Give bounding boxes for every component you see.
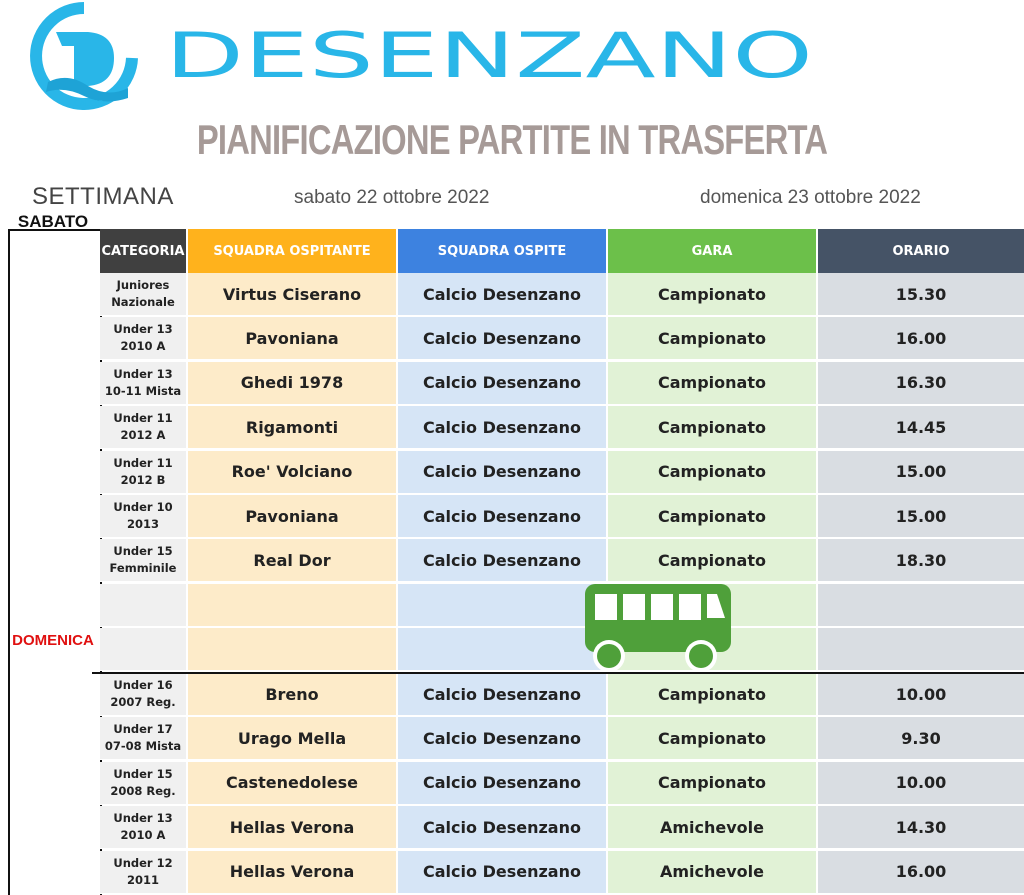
away-team-cell: Calcio Desenzano (398, 762, 606, 805)
table-row (100, 273, 1024, 317)
category-line-2: Nazionale (111, 295, 175, 309)
time-cell (818, 584, 1024, 627)
match-type-cell: Campionato (608, 673, 816, 716)
table-row (100, 584, 1024, 628)
category-cell (100, 673, 186, 716)
header-categoria: CATEGORIA (100, 229, 186, 273)
category-line-1: Under 10 (113, 500, 173, 514)
club-logo (28, 2, 140, 110)
home-team-cell: Hellas Verona (188, 806, 396, 849)
category-line-1: Under 13 (113, 811, 173, 826)
time-cell: 16.00 (818, 851, 1024, 894)
time-cell: 15.30 (818, 273, 1024, 316)
match-type-cell: Campionato (608, 539, 816, 582)
match-type-cell: Campionato (608, 717, 816, 760)
table-row (100, 717, 1024, 761)
table-row (100, 539, 1024, 583)
day-column-saturday (8, 229, 102, 675)
match-type-cell: Campionato (608, 762, 816, 805)
category-line-1: Under 11 (113, 455, 173, 470)
header-orario: ORARIO (818, 229, 1024, 273)
header-squadra-ospitante: SQUADRA OSPITANTE (188, 229, 396, 273)
home-team-cell: Castenedolese (188, 762, 396, 805)
category-line-1: Under 12 (113, 855, 173, 870)
category-line-1: Under 16 (113, 678, 173, 692)
table-row (100, 762, 1024, 806)
home-team-cell: Ghedi 1978 (188, 362, 396, 405)
category-cell (100, 362, 186, 405)
away-team-cell: Calcio Desenzano (398, 273, 606, 316)
category-line-1: Under 15 (113, 544, 173, 559)
category-line-1: Under 11 (113, 411, 173, 426)
category-cell (100, 495, 186, 538)
home-team-cell: Hellas Verona (188, 851, 396, 894)
category-line-2: 2010 A (120, 828, 166, 843)
match-type-cell: Amichevole (608, 851, 816, 894)
page-title: PIANIFICAZIONE PARTITE IN TRASFERTA (196, 116, 828, 163)
away-team-cell: Calcio Desenzano (398, 317, 606, 360)
match-type-cell: Amichevole (608, 806, 816, 849)
away-team-cell: Calcio Desenzano (398, 495, 606, 538)
week-label: SETTIMANA (32, 183, 174, 210)
away-team-cell: Calcio Desenzano (398, 451, 606, 494)
day-label-sunday: DOMENICA (12, 632, 94, 649)
category-line-2: 2012 A (120, 428, 166, 443)
time-cell: 10.00 (818, 673, 1024, 716)
category-cell (100, 584, 186, 627)
category-cell (100, 406, 186, 449)
logo-caption: CALCIO (74, 99, 104, 108)
table-row (100, 451, 1024, 495)
home-team-cell (188, 584, 396, 627)
away-team-cell (398, 628, 606, 671)
away-team-cell: Calcio Desenzano (398, 806, 606, 849)
match-type-cell: Campionato (608, 495, 816, 538)
header-squadra-ospite: SQUADRA OSPITE (398, 229, 606, 273)
svg-text:DESENZANO: DESENZANO (165, 30, 813, 82)
category-cell (100, 539, 186, 582)
category-line-2: 2012 B (120, 472, 166, 487)
home-team-cell: Pavoniana (188, 495, 396, 538)
away-team-cell: Calcio Desenzano (398, 851, 606, 894)
category-cell (100, 806, 186, 849)
time-cell: 16.30 (818, 362, 1024, 405)
home-team-cell: Breno (188, 673, 396, 716)
table-row (100, 806, 1024, 850)
away-team-cell: Calcio Desenzano (398, 362, 606, 405)
brand-title (165, 30, 815, 82)
away-team-cell: Calcio Desenzano (398, 539, 606, 582)
date-sunday: domenica 23 ottobre 2022 (700, 187, 921, 208)
time-cell: 15.00 (818, 451, 1024, 494)
time-cell: 14.30 (818, 806, 1024, 849)
category-line-2: 2011 (126, 872, 159, 887)
header-gara: GARA (608, 229, 816, 273)
category-line-2: 2007 Reg. (110, 695, 176, 709)
day-separator (92, 672, 1024, 674)
category-cell (100, 762, 186, 805)
time-cell: 14.45 (818, 406, 1024, 449)
date-saturday: sabato 22 ottobre 2022 (294, 187, 490, 208)
match-type-cell: Campionato (608, 406, 816, 449)
time-cell: 15.00 (818, 495, 1024, 538)
home-team-cell: Roe' Volciano (188, 451, 396, 494)
table-row (100, 406, 1024, 450)
home-team-cell: Real Dor (188, 539, 396, 582)
category-line-1: Under 15 (113, 766, 173, 781)
category-line-2: Femminile (109, 561, 177, 576)
table-row (100, 673, 1024, 717)
away-team-cell (398, 584, 606, 627)
time-cell: 18.30 (818, 539, 1024, 582)
category-cell (100, 628, 186, 671)
category-line-1: Juniores (116, 278, 170, 292)
bus-icon (583, 582, 735, 674)
category-line-1: Under 13 (113, 366, 173, 381)
category-line-2: 2013 (126, 517, 159, 531)
category-cell (100, 451, 186, 494)
match-type-cell: Campionato (608, 273, 816, 316)
time-cell (818, 628, 1024, 671)
day-label-saturday: SABATO (17, 212, 89, 231)
category-line-2: 2008 Reg. (110, 783, 176, 798)
home-team-cell: Urago Mella (188, 717, 396, 760)
category-line-1: Under 17 (113, 722, 173, 737)
away-team-cell: Calcio Desenzano (398, 406, 606, 449)
table-row (100, 495, 1024, 539)
home-team-cell: Rigamonti (188, 406, 396, 449)
match-type-cell: Campionato (608, 362, 816, 405)
time-cell: 9.30 (818, 717, 1024, 760)
home-team-cell: Virtus Ciserano (188, 273, 396, 316)
table-row (100, 317, 1024, 361)
home-team-cell (188, 628, 396, 671)
table-row (100, 851, 1024, 895)
schedule-table (8, 229, 1024, 895)
time-cell: 10.00 (818, 762, 1024, 805)
table-row (100, 628, 1024, 672)
category-cell (100, 717, 186, 760)
day-column-sunday (8, 673, 102, 895)
category-cell (100, 317, 186, 360)
category-cell (100, 273, 186, 316)
time-cell: 16.00 (818, 317, 1024, 360)
category-line-2: 2010 A (120, 339, 166, 354)
match-type-cell: Campionato (608, 317, 816, 360)
away-team-cell: Calcio Desenzano (398, 717, 606, 760)
table-row (100, 362, 1024, 406)
category-cell (100, 851, 186, 894)
category-line-1: Under 13 (113, 322, 173, 337)
away-team-cell: Calcio Desenzano (398, 673, 606, 716)
category-line-2: 10-11 Mista (104, 383, 182, 398)
match-type-cell: Campionato (608, 451, 816, 494)
category-line-2: 07-08 Mista (104, 739, 182, 754)
home-team-cell: Pavoniana (188, 317, 396, 360)
